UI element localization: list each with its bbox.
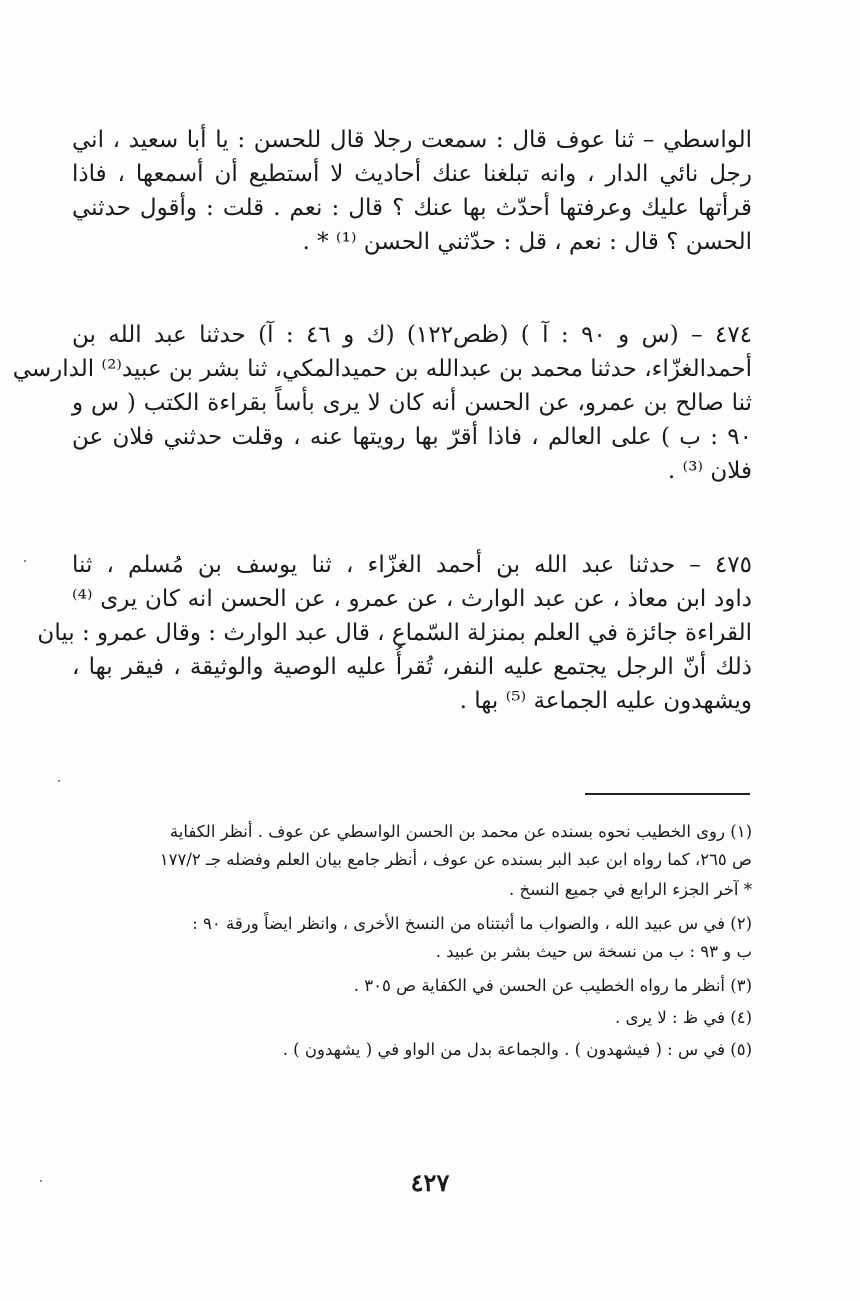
text-line: الواسطي – ثنا عوف قال : سمعت رجلا قال للحسن : يا أبا سعيد ، اني: [72, 127, 752, 153]
scan-speck: [24, 560, 26, 562]
footnote-line: ب و ٩٣ : ب من نسخة س حيث بشر بن عبيد .: [435, 942, 752, 961]
text-line: ٤٧٤ – (س و ٩٠ : آ ) (ظص١٢٢) (ك و ٤٦ : آ) حدثنا عبد الله بن: [72, 322, 753, 348]
text-line: داود ابن معاذ ، عن عبد الوارث ، عن عمرو ، عن الحسن انه كان يرى ⁽⁴⁾: [72, 586, 752, 612]
footnote-separator: [585, 793, 750, 795]
text-line: أحمدالغزّاء، حدثنا محمد بن عبدالله بن حميدالمكي، ثنا بشر بن عبيد⁽²⁾ الدارسي: [12, 356, 752, 382]
text-line: قرأتها عليك وعرفتها أحدّث بها عنك ؟ قال : نعم . قلت : وأقول حدثني: [72, 195, 752, 221]
text-line: فلان ⁽³⁾ .: [667, 458, 752, 484]
footnote-5: (٥) في س : ( فيشهدون ) . والجماعة بدل من الواو في ( يشهدون ) .: [282, 1040, 752, 1059]
footnote-star: * آخر الجزء الرابع في جميع النسخ .: [509, 880, 752, 899]
scan-speck: [58, 780, 60, 782]
text-line: رجل نائي الدار ، وانه تبلغنا عنك أحاديث لا أستطيع أن أسمعها ، فاذا: [72, 161, 752, 187]
footnote-2: [72, 910, 752, 966]
paragraph-473-continuation: [72, 123, 752, 259]
footnote-line: (٢) في س عبيد الله ، والصواب ما أثبتناه من النسخ الأخرى ، وانظر ايضاً ورقة ٩٠ :: [192, 914, 752, 933]
footnote-line: ص ٢٦٥، كما رواه ابن عبد البر بسنده عن عوف ، أنظر جامع بيان العلم وفضله جـ ١٧٧/٢: [159, 850, 752, 869]
text-line: ثنا صالح بن عمرو، عن الحسن أنه كان لا يرى بأساً بقراءة الكتب ( س و: [72, 390, 752, 416]
text-line: ٩٠ : ب ) على العالم ، فاذا أقرّ بها رويتها عنه ، وقلت حدثني فلان عن: [72, 424, 752, 450]
footnote-3: (٣) أنظر ما رواه الخطيب عن الحسن في الكفاية ص ٣٠٥ .: [353, 976, 752, 995]
footnote-4: (٤) في ظ : لا يرى .: [615, 1008, 752, 1027]
text-line: ٤٧٥ – حدثنا عبد الله بن أحمد الغزّاء ، ثنا يوسف بن مُسلم ، ثنا: [72, 552, 752, 578]
text-line: ويشهدون عليه الجماعة ⁽⁵⁾ بها .: [459, 688, 752, 714]
text-line: ذلك أنّ الرجل يجتمع عليه النفر، تُقرأُ عليه الوصية والوثيقة ، فيقر بها ،: [72, 654, 752, 680]
text-line: الحسن ؟ قال : نعم ، قل : حدّثني الحسن ⁽¹⁾ * .: [302, 229, 752, 255]
footnote-line: (١) روى الخطيب نحوه بسنده عن محمد بن الحسن الواسطي عن عوف . أنظر الكفاية: [169, 822, 752, 841]
footnote-1: [72, 818, 752, 874]
text-line: القراءة جائزة في العلم بمنزلة السّماع ، قال عبد الوارث : وقال عمرو : بيان: [37, 620, 752, 646]
page-number: ٤٢٧: [410, 1168, 450, 1197]
footnotes: [72, 818, 752, 1064]
paragraph-474: [12, 318, 753, 488]
paragraph-475: [37, 548, 752, 718]
scan-speck: [40, 1180, 42, 1182]
